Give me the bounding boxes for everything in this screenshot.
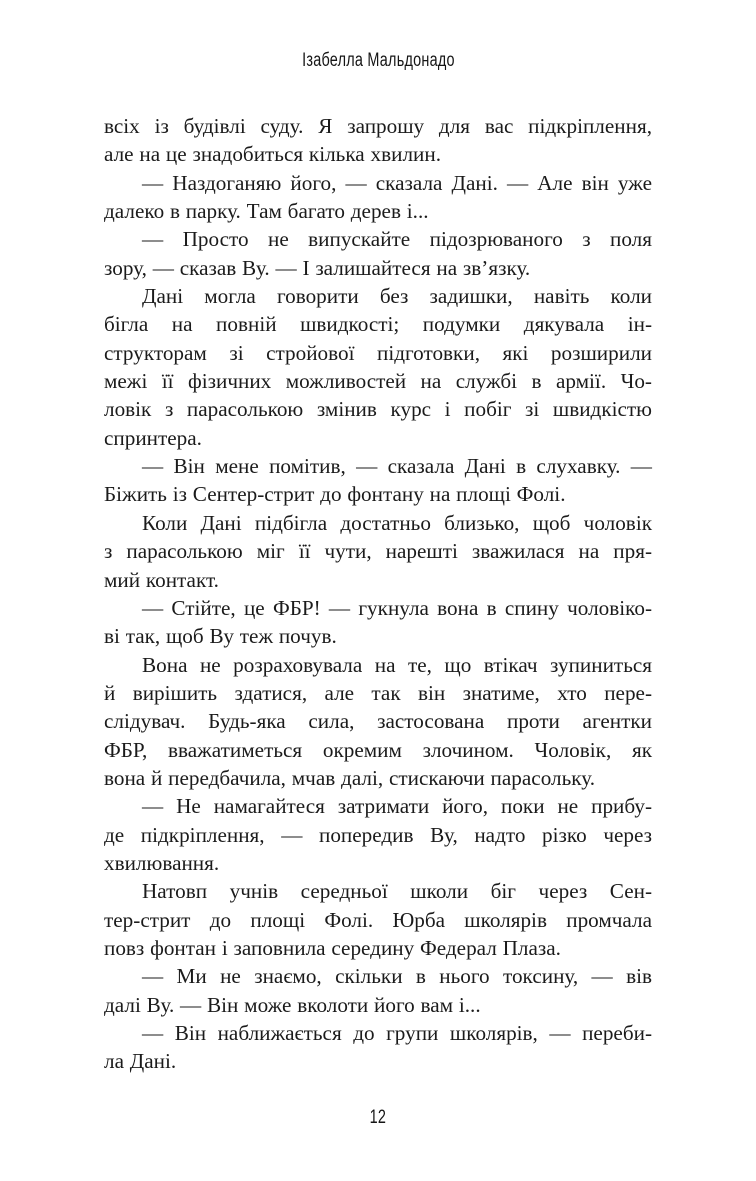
text-line: хвилювання. xyxy=(104,850,220,875)
text-line: мий контакт. xyxy=(104,567,219,592)
text-line: спринтера. xyxy=(104,425,202,450)
text-line: але на це знадобиться кілька хвилин. xyxy=(104,142,441,167)
text-line: повз фонтан і заповнила середину Федерал Плаза. xyxy=(104,935,561,960)
text-line: вона й передбачила, мчав далі, стискаючи парасольку. xyxy=(104,765,596,790)
paragraph xyxy=(104,792,652,877)
page-number: 12 xyxy=(369,1107,387,1128)
text-line: — Він наближається до групи школярів, — переби- xyxy=(142,1021,652,1045)
text-line: Вона не розраховувала на те, що втікач зупиниться xyxy=(142,652,652,677)
paragraph xyxy=(104,282,652,452)
paragraph xyxy=(104,962,652,1019)
body-text xyxy=(104,112,652,1076)
text-line: й вирішить здатися, але так він знатиме, хто пере- xyxy=(104,680,652,705)
text-line: далі Ву. — Він може вколоти його вам і... xyxy=(104,992,481,1017)
text-line: слідувач. Будь-яка сила, застосована проти агентки xyxy=(104,709,652,734)
text-line: — Не намагайтеся затримати його, поки не прибу- xyxy=(142,794,652,819)
text-line: Дані могла говорити без задишки, навіть коли xyxy=(142,284,652,309)
paragraph xyxy=(104,225,652,282)
text-line: зору, — сказав Ву. — І залишайтеся на зв’язку. xyxy=(104,255,531,280)
text-line: структорам зі стройової підготовки, які розширили xyxy=(104,340,652,365)
text-line: ФБР, вважатиметься окремим злочином. Чоловік, як xyxy=(104,737,652,762)
text-line: бігла на повній швидкості; подумки дякувала ін- xyxy=(104,312,652,337)
text-line: всіх із будівлі суду. Я запрошу для вас підкріплення, xyxy=(104,114,652,138)
paragraph xyxy=(104,112,652,169)
paragraph xyxy=(104,1019,652,1076)
text-line: — Просто не випускайте підозрюваного з поля xyxy=(142,227,652,252)
text-line: Коли Дані підбігла достатньо близько, щоб чоловік xyxy=(142,510,652,535)
text-line: з парасолькою міг її чути, нарешті зважилася на пря- xyxy=(104,539,652,564)
text-line: Біжить із Сентер-стрит до фонтану на площі Фолі. xyxy=(104,482,566,507)
text-line: ла Дані. xyxy=(104,1049,177,1074)
page-number-footer xyxy=(0,1107,756,1129)
running-head xyxy=(0,50,756,72)
text-line: — Стійте, це ФБР! — гукнула вона в спину чоловіко- xyxy=(142,595,652,620)
text-line: Натовп учнів середньої школи біг через Сен- xyxy=(142,879,652,904)
text-line: ловік з парасолькою змінив курс і побіг зі швидкістю xyxy=(104,397,652,422)
text-line: — Наздоганяю його, — сказала Дані. — Але він уже xyxy=(142,170,652,195)
text-line: межі її фізичних можливостей на службі в армії. Чо- xyxy=(104,369,652,394)
paragraph xyxy=(104,509,652,594)
text-line: — Він мене помітив, — сказала Дані в слухавку. — xyxy=(142,454,652,479)
paragraph xyxy=(104,169,652,226)
text-line: ві так, щоб Ву теж почув. xyxy=(104,624,337,649)
paragraph xyxy=(104,452,652,509)
text-line: де підкріплення, — попередив Ву, надто різко через xyxy=(104,822,652,847)
paragraph xyxy=(104,877,652,962)
text-line: тер-стрит до площі Фолі. Юрба школярів промчала xyxy=(104,907,652,932)
paragraph xyxy=(104,651,652,793)
running-head-author: Ізабелла Мальдонадо xyxy=(301,50,455,71)
text-line: далеко в парку. Там багато дерев і... xyxy=(104,199,429,224)
paragraph xyxy=(104,594,652,651)
text-line: — Ми не знаємо, скільки в нього токсину, — вів xyxy=(142,964,652,989)
